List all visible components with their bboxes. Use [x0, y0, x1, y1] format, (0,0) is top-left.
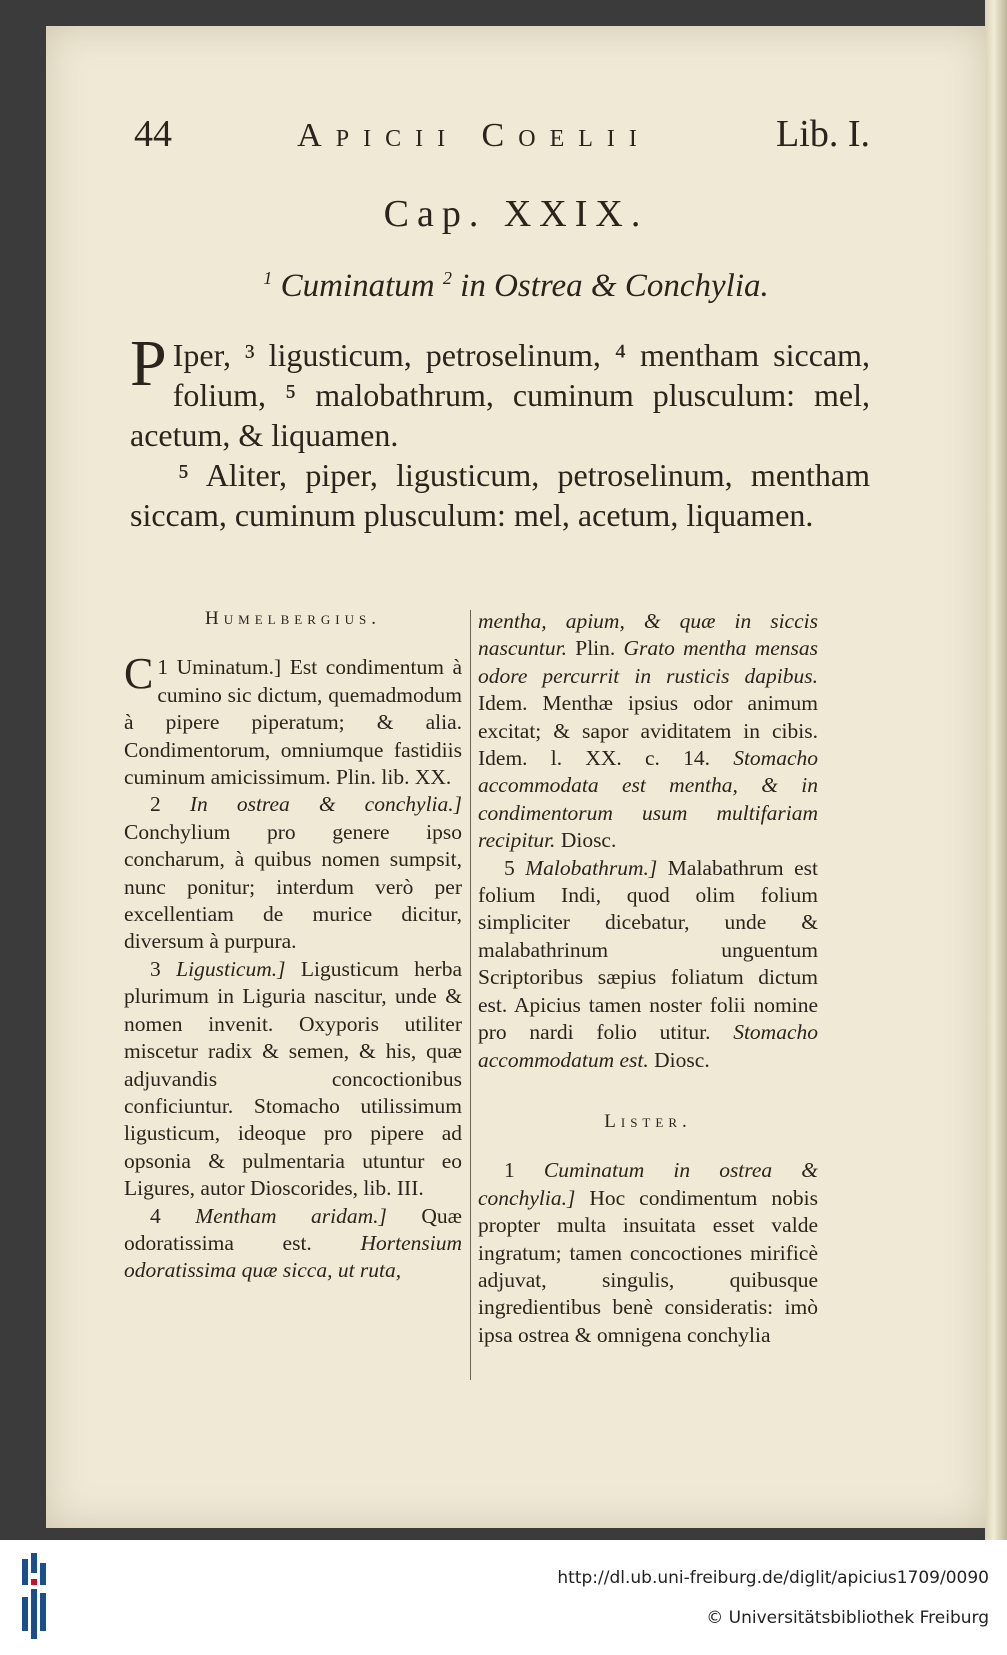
- note-text: Ligusticum herba plurimum in Liguria nascitur, unde & nomen invenit. Oxyporis utiliter miscetur radix & semen, & his, quæ adjuvandis concoctionibus conficiuntur. Stomacho utilissimum ligusticum, ideoque pro pipere ad opsonia & pulmentaria utuntur eo Ligures, autor Dioscorides, lib. III.: [124, 956, 463, 1201]
- logo-bar: [31, 1589, 37, 1639]
- note-number: 4: [150, 1203, 161, 1228]
- running-head: [134, 112, 870, 162]
- note-quotation: mentha, apium, & quæ in siccis nascuntur.: [478, 609, 818, 661]
- note-lemma: Ligusticum.]: [176, 956, 286, 981]
- commentator-heading: Humelbergius.: [205, 608, 381, 629]
- recipe-paragraph: [130, 327, 870, 455]
- library-logo-icon: [16, 1553, 52, 1639]
- viewer-footer: [0, 1540, 1007, 1655]
- logo-bar: [40, 1563, 46, 1585]
- note-quotation: Stomacho accommodata est mentha, & in condimentorum usum multifariam recipitur.: [478, 746, 818, 853]
- note-text: Idem. Menthæ ipsius odor animum excitat; & sapor aviditatem in cibis. Idem. l. XX. c. 14.: [478, 691, 818, 771]
- note-quotation: Hortensium odoratissima quæ sicca, ut ruta,: [124, 1230, 462, 1283]
- column-divider: [470, 610, 471, 1380]
- note-lemma: Mentham aridam.]: [195, 1203, 387, 1228]
- subtitle-part-b: in Ostrea & Conchylia.: [460, 268, 769, 304]
- note-text: Uminatum.] Est condimentum à cumino sic dictum, quemadmodum à pipere piperatum; & alia. Condimentorum, omniumque fastidiis cuminum amicissimum. Plin. lib. XX.: [124, 655, 463, 790]
- recipe-paragraph-text: Iper, ³ ligusticum, petroselinum, ⁴ mentham siccam, folium, ⁵ malobathrum, cuminum plusculum: mel, acetum, & liquamen.: [130, 337, 870, 453]
- page-number: 44: [134, 113, 172, 155]
- book-reference: Lib. I.: [776, 113, 870, 155]
- logo-bar: [22, 1597, 28, 1631]
- note-text: Conchylium pro genere ipso concharum, à quibus nomen sumpsit, nunc ponitur; interdum verò per excellentiam de murice dicitur, diversum à purpura.: [124, 819, 462, 954]
- note-3: [124, 956, 462, 1203]
- note-lemma: In ostrea & conchylia.]: [189, 792, 463, 817]
- note-number: 5: [504, 855, 515, 880]
- chapter-heading: Cap. XXIX.: [383, 193, 649, 235]
- logo-bar: [31, 1553, 37, 1573]
- note-number: 1: [504, 1158, 515, 1183]
- permalink-link[interactable]: http://dl.ub.uni-freiburg.de/diglit/apicius1709/0090: [557, 1568, 989, 1588]
- drop-cap: P: [130, 327, 167, 400]
- note-text: Malabathrum est folium Indi, quod olim folium simpliciter dicebatur, unde & malabathrinum unguentum Scriptoribus sæpius foliatum dictum est. Apicius tamen noster folii nomine pro nardi folio utitur.: [478, 855, 818, 1045]
- left-commentary-column: [124, 605, 462, 1285]
- note-text: Plin.: [575, 636, 616, 661]
- note-4-continued: [478, 608, 818, 855]
- footnote-marker: 2: [442, 268, 452, 288]
- recipe-variant-paragraph: ⁵ Aliter, piper, ligusticum, petroselinum, mentham siccam, cuminum plusculum: mel, acetum, liquamen.: [130, 457, 870, 533]
- note-quotation: Grato mentha mensas odore percurrit in rusticis dapibus.: [478, 636, 818, 688]
- note-number: 1: [157, 655, 169, 680]
- right-commentary-column: [478, 608, 818, 1349]
- copyright-notice: © Universitätsbibliothek Freiburg: [706, 1608, 989, 1628]
- note-2: [124, 791, 462, 955]
- note-drop-cap: C: [124, 649, 154, 699]
- note-number: 2: [150, 792, 161, 817]
- note-lemma: Cuminatum in ostrea & conchylia.]: [478, 1158, 818, 1210]
- footnote-marker: 1: [263, 268, 273, 288]
- logo-bar: [40, 1593, 46, 1631]
- note-number: 3: [150, 956, 161, 981]
- commentator-heading: Lister.: [604, 1110, 692, 1132]
- logo-bar: [31, 1579, 37, 1585]
- note-text: Diosc.: [560, 828, 617, 853]
- note-5: [478, 855, 818, 1074]
- note-4: [124, 1203, 462, 1285]
- next-page-edge: [985, 0, 1007, 1540]
- note-quotation: Stomacho accommodatum est.: [478, 1020, 818, 1072]
- note-lemma: Malobathrum.]: [525, 855, 658, 880]
- recipe-text: [130, 327, 870, 535]
- running-title: Apicii Coelii: [297, 117, 651, 154]
- chapter-subtitle: [46, 268, 986, 305]
- section-spacer: [478, 1074, 818, 1108]
- note-text: Quæ odoratissima est.: [124, 1203, 463, 1255]
- note-1: [124, 649, 463, 791]
- note-text: Hoc condimentum nobis propter multa insuitata esset valde ingratum; tamen concoctiones mirificè adjuvat, singulis, quibusque ingredientibus benè consideratis: imò ipsa ostrea & omnigena conchylia: [478, 1185, 819, 1347]
- note-text: Diosc.: [654, 1047, 710, 1072]
- lister-note-1: [478, 1157, 818, 1349]
- logo-bar: [22, 1559, 28, 1585]
- subtitle-part-a: Cuminatum: [280, 268, 435, 304]
